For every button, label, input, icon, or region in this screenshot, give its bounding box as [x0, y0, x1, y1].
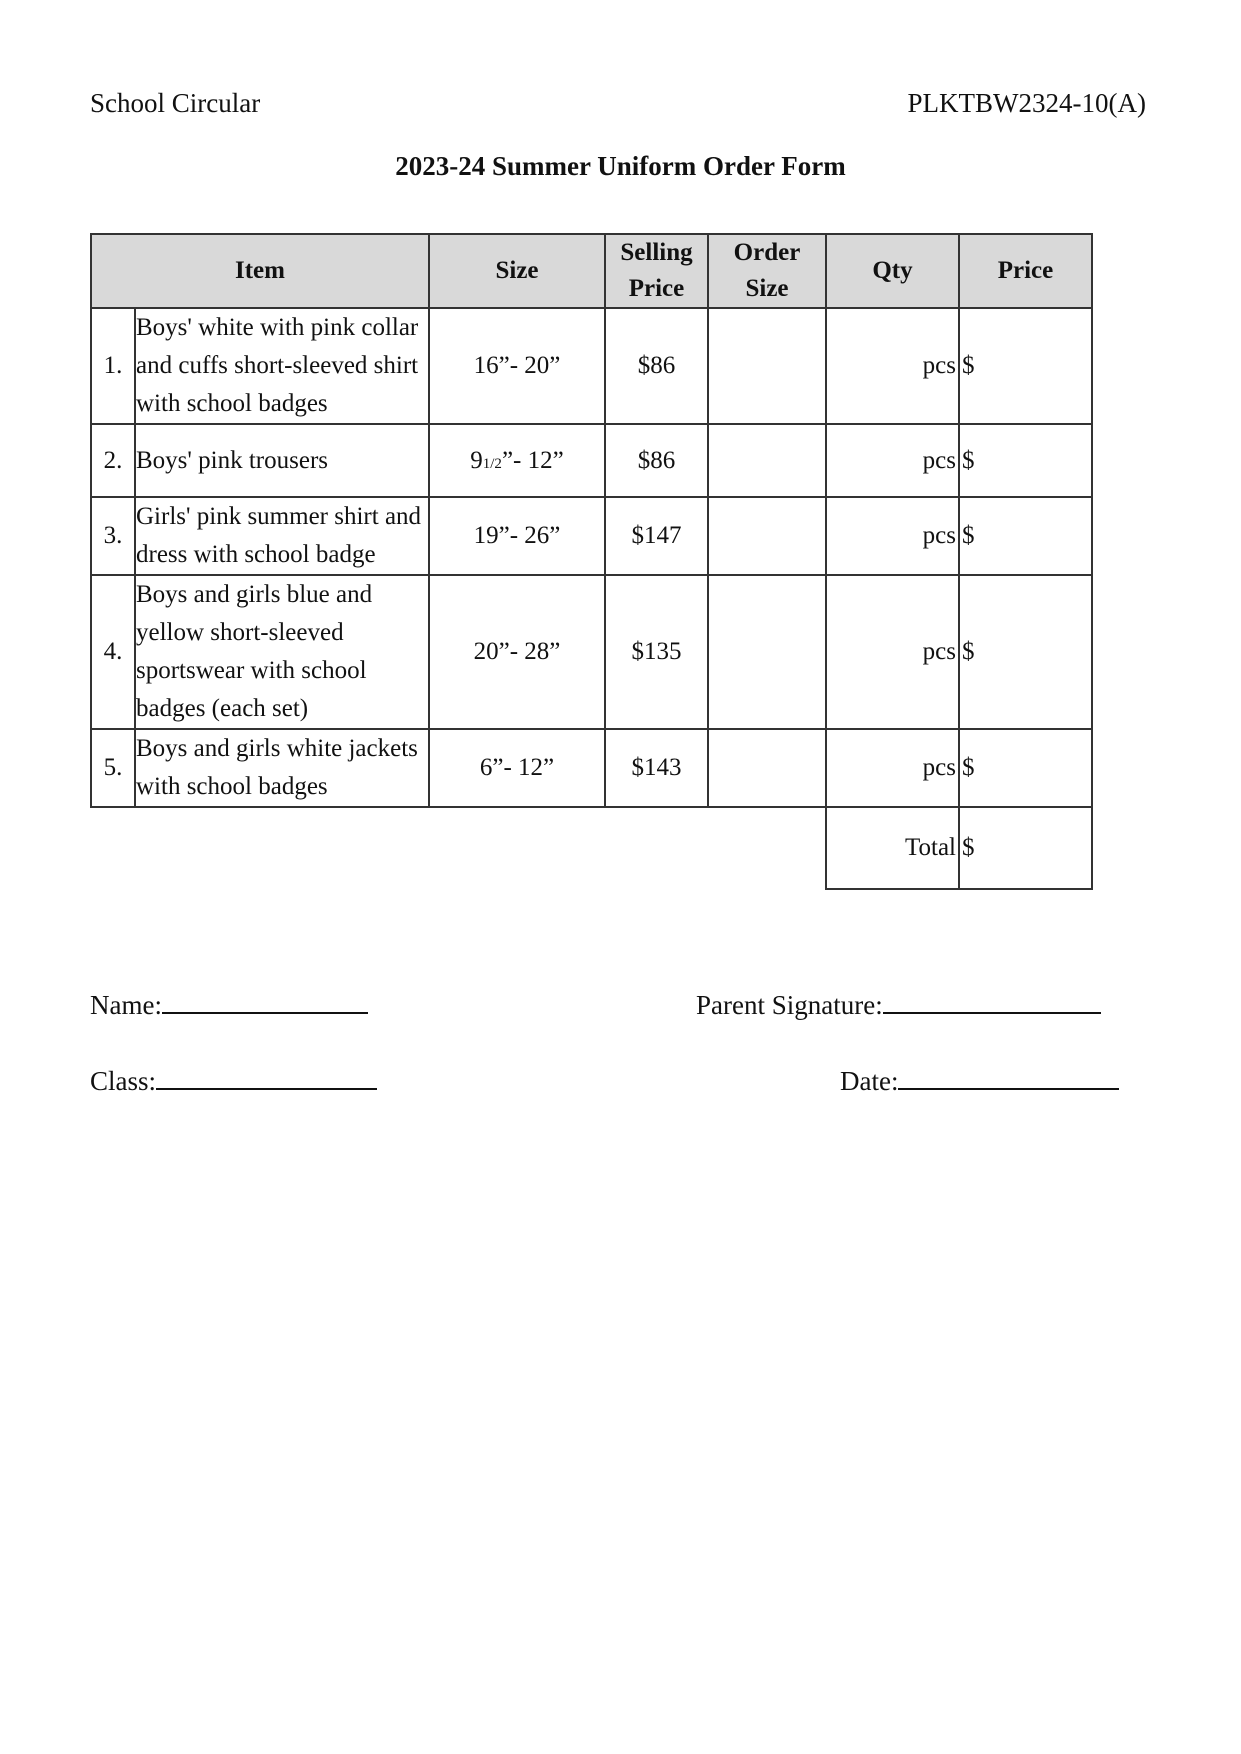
size-range: 16”- 20”	[429, 308, 605, 424]
price-symbol: $	[962, 352, 975, 379]
size-range	[429, 424, 605, 497]
total-label: Total	[826, 807, 959, 889]
order-size-input[interactable]	[708, 729, 826, 807]
item-description	[135, 575, 429, 729]
class-label: Class:	[90, 1066, 157, 1096]
table-header-row	[91, 234, 1092, 308]
total-row-spacer	[91, 807, 826, 889]
parent-signature-blank-line[interactable]	[883, 988, 1101, 1014]
table-row	[91, 575, 1092, 729]
item-line: yellow short-sleeved	[136, 619, 344, 646]
order-table	[90, 233, 1093, 890]
price-input[interactable]	[959, 424, 1092, 497]
price-input[interactable]	[959, 729, 1092, 807]
name-field[interactable]	[90, 988, 368, 1021]
header-order-size-line-1: Order	[733, 239, 801, 266]
header-order-size-line-2: Size	[745, 275, 789, 302]
selling-price: $143	[605, 729, 708, 807]
row-number: 5.	[91, 729, 135, 807]
qty-input[interactable]	[826, 729, 959, 807]
size-fraction: 1/2	[482, 455, 502, 472]
item-line: and cuffs short-sleeved shirt	[136, 352, 419, 379]
price-symbol: $	[962, 446, 975, 474]
form-title: 2023-24 Summer Uniform Order Form	[395, 151, 846, 181]
item-description	[135, 424, 429, 497]
name-label: Name:	[90, 990, 162, 1020]
row-number: 1.	[91, 308, 135, 424]
item-line: with school badges	[136, 773, 328, 800]
order-size-input[interactable]	[708, 497, 826, 575]
circular-reference-number: PLKTBW2324-10(A)	[907, 88, 1146, 118]
item-line: dress with school badge	[136, 541, 376, 568]
class-blank-line[interactable]	[156, 1064, 377, 1090]
selling-price: $147	[605, 497, 708, 575]
row-number: 3.	[91, 497, 135, 575]
price-input[interactable]	[959, 497, 1092, 575]
parent-signature-label: Parent Signature:	[696, 990, 883, 1020]
table-row	[91, 729, 1092, 807]
size-range: 19”- 26”	[429, 497, 605, 575]
order-size-input[interactable]	[708, 308, 826, 424]
qty-unit: pcs	[922, 522, 956, 549]
item-line: Girls' pink summer shirt and	[136, 503, 422, 530]
order-size-input[interactable]	[708, 575, 826, 729]
date-label: Date:	[840, 1066, 899, 1096]
size-rest: ”- 12”	[501, 446, 564, 474]
total-row	[91, 807, 1092, 889]
header-item: Item	[91, 234, 429, 308]
total-price-symbol: $	[962, 834, 975, 861]
price-input[interactable]	[959, 308, 1092, 424]
qty-input[interactable]	[826, 424, 959, 497]
item-line: with school badges	[136, 390, 328, 417]
circular-label: School Circular	[90, 88, 261, 118]
qty-unit: pcs	[922, 446, 956, 474]
date-field[interactable]	[840, 1064, 1119, 1097]
table-row	[91, 424, 1092, 497]
total-price-input[interactable]	[959, 807, 1092, 889]
table-row	[91, 308, 1092, 424]
qty-unit: pcs	[922, 754, 956, 781]
item-line: badges (each set)	[136, 695, 309, 722]
class-field[interactable]	[90, 1064, 377, 1097]
item-line: Boys' pink trousers	[136, 446, 329, 474]
selling-price: $135	[605, 575, 708, 729]
item-line: Boys' white with pink collar	[136, 314, 419, 341]
header-selling-price	[605, 234, 708, 308]
header-selling-price-line-1: Selling	[620, 239, 693, 266]
qty-input[interactable]	[826, 308, 959, 424]
header-price: Price	[959, 234, 1092, 308]
qty-input[interactable]	[826, 575, 959, 729]
selling-price: $86	[605, 424, 708, 497]
order-size-input[interactable]	[708, 424, 826, 497]
qty-unit: pcs	[922, 352, 956, 379]
header-selling-price-line-2: Price	[628, 275, 685, 302]
item-description	[135, 308, 429, 424]
item-description	[135, 729, 429, 807]
price-symbol: $	[962, 638, 975, 665]
size-main: 9	[470, 446, 483, 474]
price-symbol: $	[962, 522, 975, 549]
header-order-size	[708, 234, 826, 308]
size-range: 20”- 28”	[429, 575, 605, 729]
row-number: 2.	[91, 424, 135, 497]
price-input[interactable]	[959, 575, 1092, 729]
qty-unit: pcs	[922, 638, 956, 665]
parent-signature-field[interactable]	[696, 988, 1101, 1021]
size-range: 6”- 12”	[429, 729, 605, 807]
item-line: sportswear with school	[136, 657, 367, 684]
date-blank-line[interactable]	[898, 1064, 1119, 1090]
header-size: Size	[429, 234, 605, 308]
header-qty: Qty	[826, 234, 959, 308]
qty-input[interactable]	[826, 497, 959, 575]
price-symbol: $	[962, 754, 975, 781]
item-line: Boys and girls blue and	[136, 581, 373, 608]
row-number: 4.	[91, 575, 135, 729]
name-blank-line[interactable]	[162, 988, 368, 1014]
item-description	[135, 497, 429, 575]
table-row	[91, 497, 1092, 575]
selling-price: $86	[605, 308, 708, 424]
item-line: Boys and girls white jackets	[136, 735, 418, 762]
